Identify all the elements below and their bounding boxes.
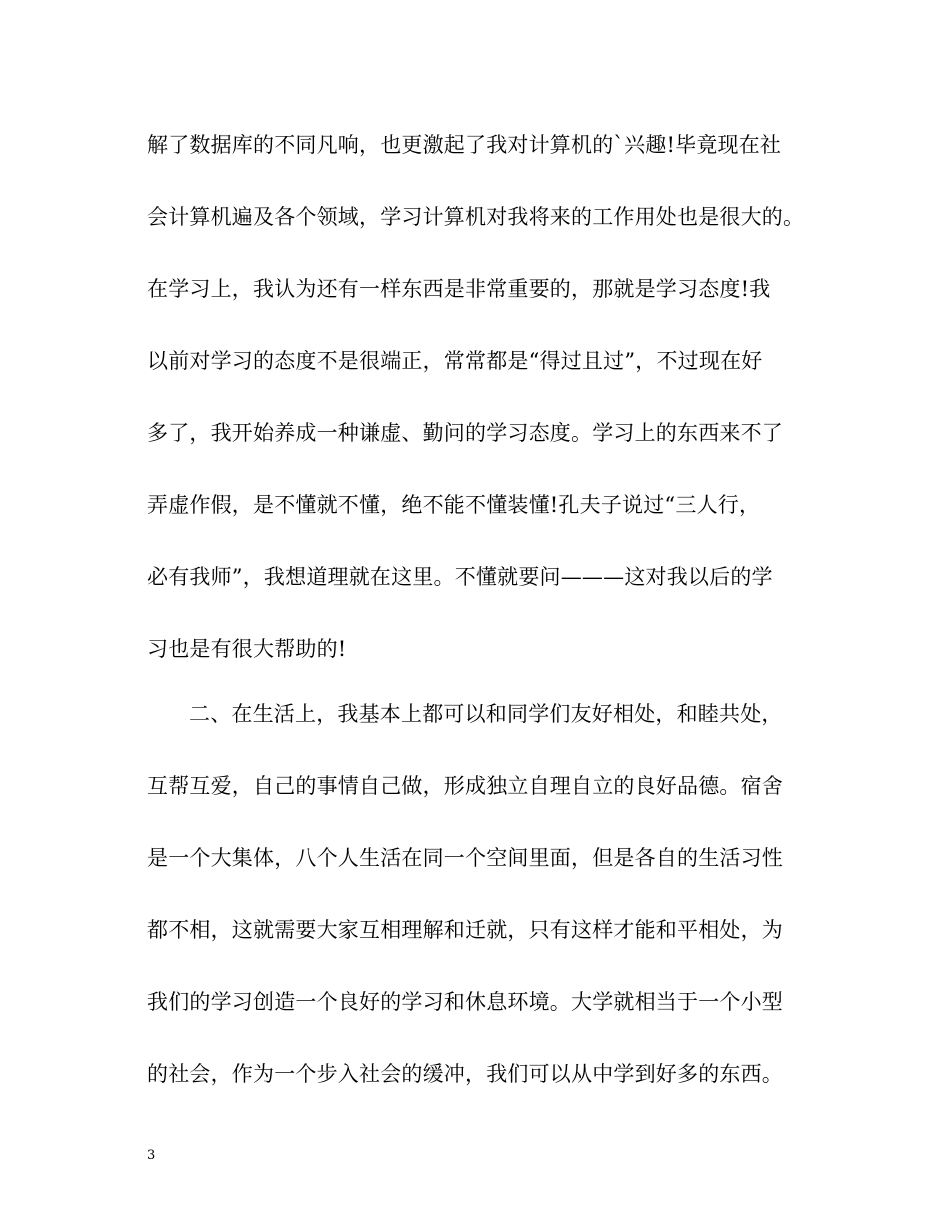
text-line: 在学习上，我认为还有一样东西是非常重要的，那就是学习态度!我	[147, 277, 771, 301]
text-line: 以前对学习的态度不是很端正，常常都是“得过且过”，不过现在好	[147, 349, 763, 373]
text-line: 的社会，作为一个步入社会的缓冲，我们可以从中学到好多的东西。	[147, 1062, 783, 1086]
page-number: 3	[147, 1148, 156, 1163]
text-line: 解了数据库的不同凡响，也更激起了我对计算机的`兴趣!毕竟现在社	[147, 133, 782, 157]
text-line: 会计算机遍及各个领域，学习计算机对我将来的工作用处也是很大的。	[147, 205, 805, 229]
text-line: 多了，我开始养成一种谦虚、勤问的学习态度。学习上的东西来不了	[147, 421, 783, 445]
text-line: 必有我师”，我想道理就在这里。不懂就要问———这对我以后的学	[147, 565, 773, 589]
text-line: 都不相，这就需要大家互相理解和迁就，只有这样才能和平相处，为	[147, 918, 783, 942]
text-line: 是一个大集体，八个人生活在同一个空间里面，但是各自的生活习性	[147, 846, 783, 870]
text-line: 互帮互爱，自己的事情自己做，形成独立自理自立的良好品德。宿舍	[147, 774, 783, 798]
paragraph-first-line: 二、在生活上，我基本上都可以和同学们友好相处，和睦共处，	[189, 702, 783, 726]
text-line: 我们的学习创造一个良好的学习和休息环境。大学就相当于一个小型	[147, 990, 783, 1014]
text-line: 习也是有很大帮助的!	[147, 637, 347, 661]
text-line: 弄虚作假，是不懂就不懂，绝不能不懂装懂!孔夫子说过“三人行，	[147, 493, 761, 517]
